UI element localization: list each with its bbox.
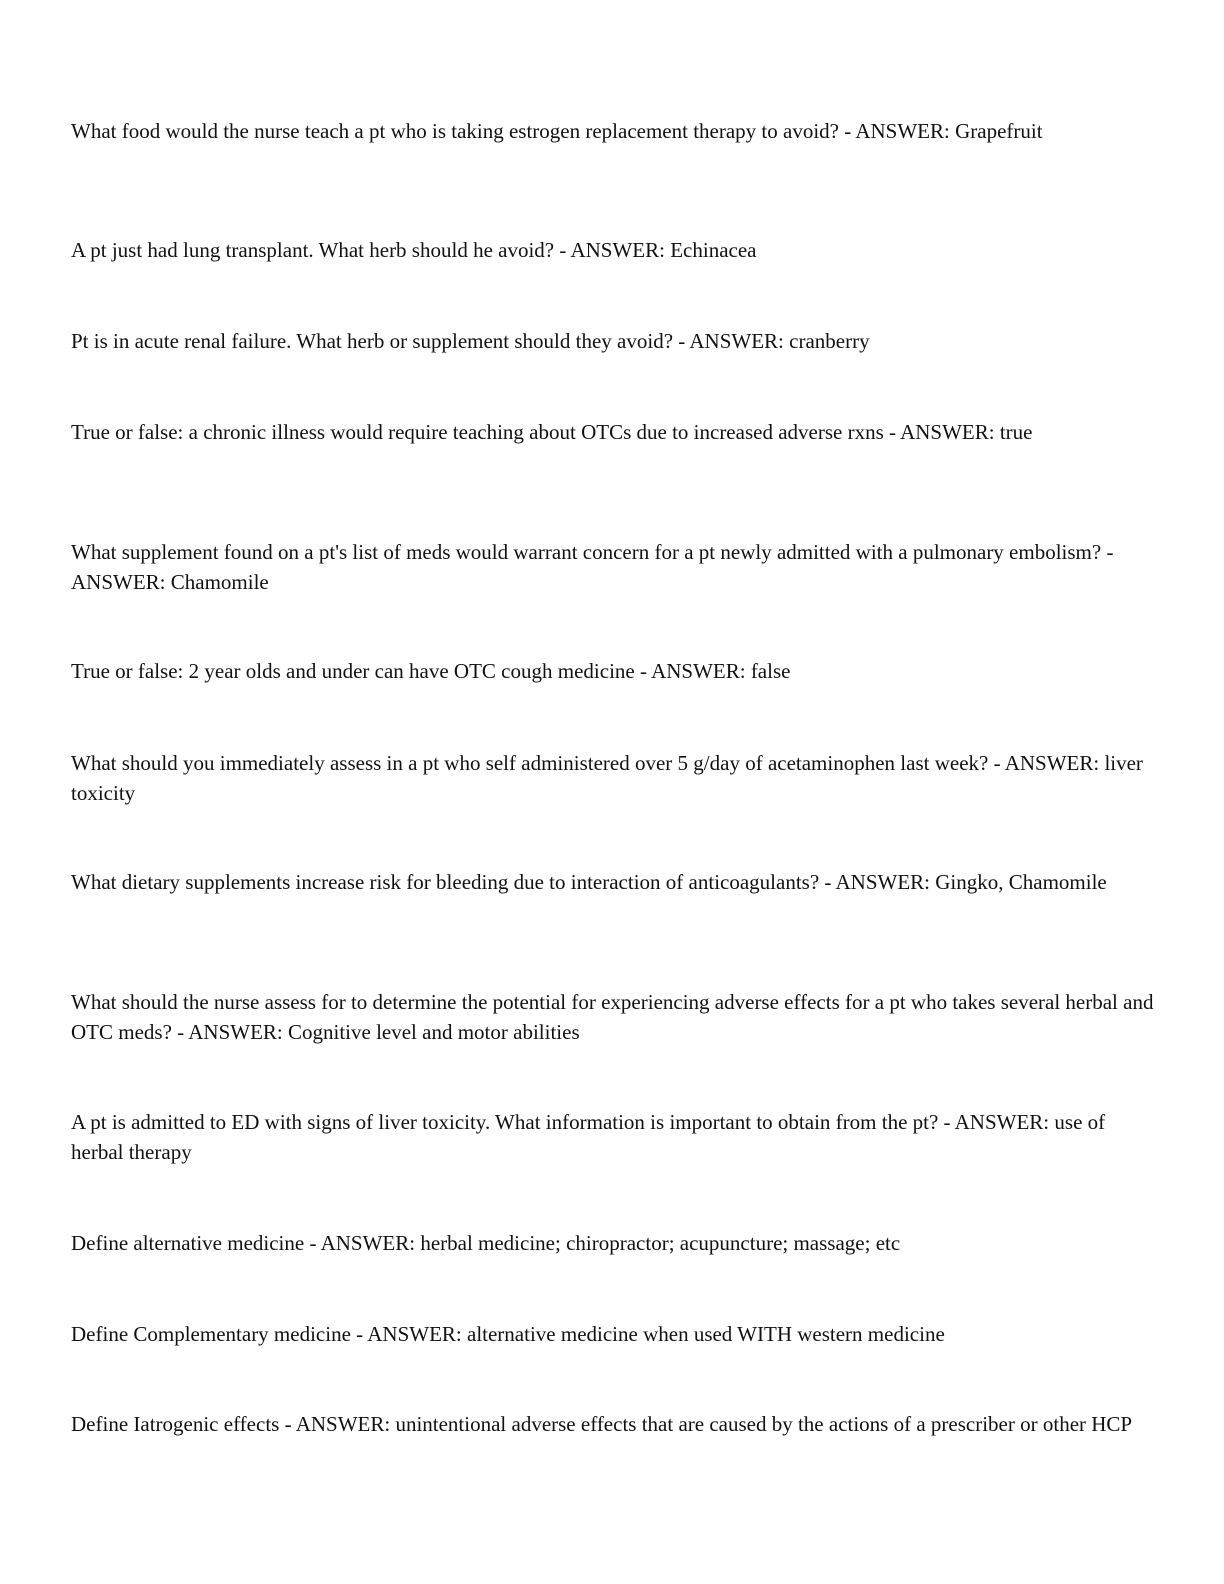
answer-label: ANSWER: [295,1412,391,1436]
answer-text: Gingko, Chamomile [935,870,1107,894]
answer-label: ANSWER: [71,569,166,594]
question-text: A pt is admitted to ED with signs of liver toxicity. What information is important to obtain from the pt? [71,1110,939,1134]
separator: - [279,1412,296,1436]
answer-label: ANSWER: [1004,751,1100,775]
answer-text: unintentional adverse effects that are caused by the actions of a prescriber or other HCP [395,1412,1133,1436]
question-text: What dietary supplements increase risk for bleeding due to interaction of anticoagulants? [71,870,820,894]
separator: - [673,329,690,353]
answer-text: use of herbal therapy [71,1110,1106,1164]
answer-label: ANSWER: [689,329,784,353]
question-text: Define Complementary medicine [71,1322,351,1346]
answer-label: ANSWER: [320,1231,416,1255]
answer-text: cranberry [789,329,870,353]
separator: - [1101,540,1114,564]
question-text: Define Iatrogenic effects [71,1412,280,1436]
answer-text: Cognitive level and motor abilities [288,1019,580,1044]
answer-text: herbal medicine; chiropractor; acupuncture; massage; etc [420,1231,901,1255]
separator: - [819,870,836,894]
separator: - [634,659,652,683]
separator: - [938,1110,955,1134]
question-text: What should you immediately assess in a pt who self administered over 5 g/day of acetaminophen last week? [71,751,989,775]
answer-text: alternative medicine when used WITH western medicine [467,1322,945,1346]
question-text: What supplement found on a pt's list of meds would warrant concern for a pt newly admitted with a pulmonary embolism? [71,540,1102,564]
qa-item [71,418,1156,448]
answer-label: ANSWER: [570,238,665,262]
answer-label: ANSWER: [954,1110,1050,1134]
qa-item [71,1410,1156,1440]
question-text: What food would the nurse teach a pt who is taking estrogen replacement therapy to avoid? [71,119,839,143]
qa-item [71,327,1156,357]
question-text: True or false: a chronic illness would require teaching about OTCs due to increased adverse rxns [71,420,884,444]
answer-text: Chamomile [170,569,269,594]
question-text: Define alternative medicine [71,1231,305,1255]
answer-label: ANSWER: [651,659,746,683]
qa-item [71,868,1156,898]
qa-item [71,988,1156,1047]
qa-item [71,538,1156,597]
qa-item [71,1229,1156,1259]
separator: - [304,1231,321,1255]
qa-item [71,236,1156,266]
qa-item [71,657,1156,687]
answer-label: ANSWER: [900,420,995,444]
separator: - [988,751,1005,775]
separator: - [350,1322,368,1346]
answer-label: ANSWER: [835,870,930,894]
answer-label: ANSWER: [188,1019,283,1044]
question-text: Pt is in acute renal failure. What herb or supplement should they avoid? [71,329,674,353]
answer-text: Echinacea [670,238,757,262]
answer-text: liver toxicity [71,751,1143,805]
answer-text: false [750,659,791,683]
answer-label: ANSWER: [855,119,950,143]
qa-item [71,1108,1156,1167]
answer-text: true [999,420,1033,444]
question-text: A pt just had lung transplant. What herb should he avoid? [71,238,555,262]
separator: - [171,1019,189,1044]
qa-item [71,1320,1156,1350]
separator: - [554,238,571,262]
separator: - [883,420,901,444]
qa-item [71,749,1156,808]
question-text: True or false: 2 year olds and under can have OTC cough medicine [71,659,635,683]
question-text: What should the nurse assess for to determine the potential for experiencing adverse effects for a pt who takes several herbal and OTC meds? [71,990,1154,1044]
answer-text: Grapefruit [955,119,1043,143]
qa-item [71,117,1156,147]
answer-label: ANSWER: [367,1322,462,1346]
separator: - [839,119,856,143]
